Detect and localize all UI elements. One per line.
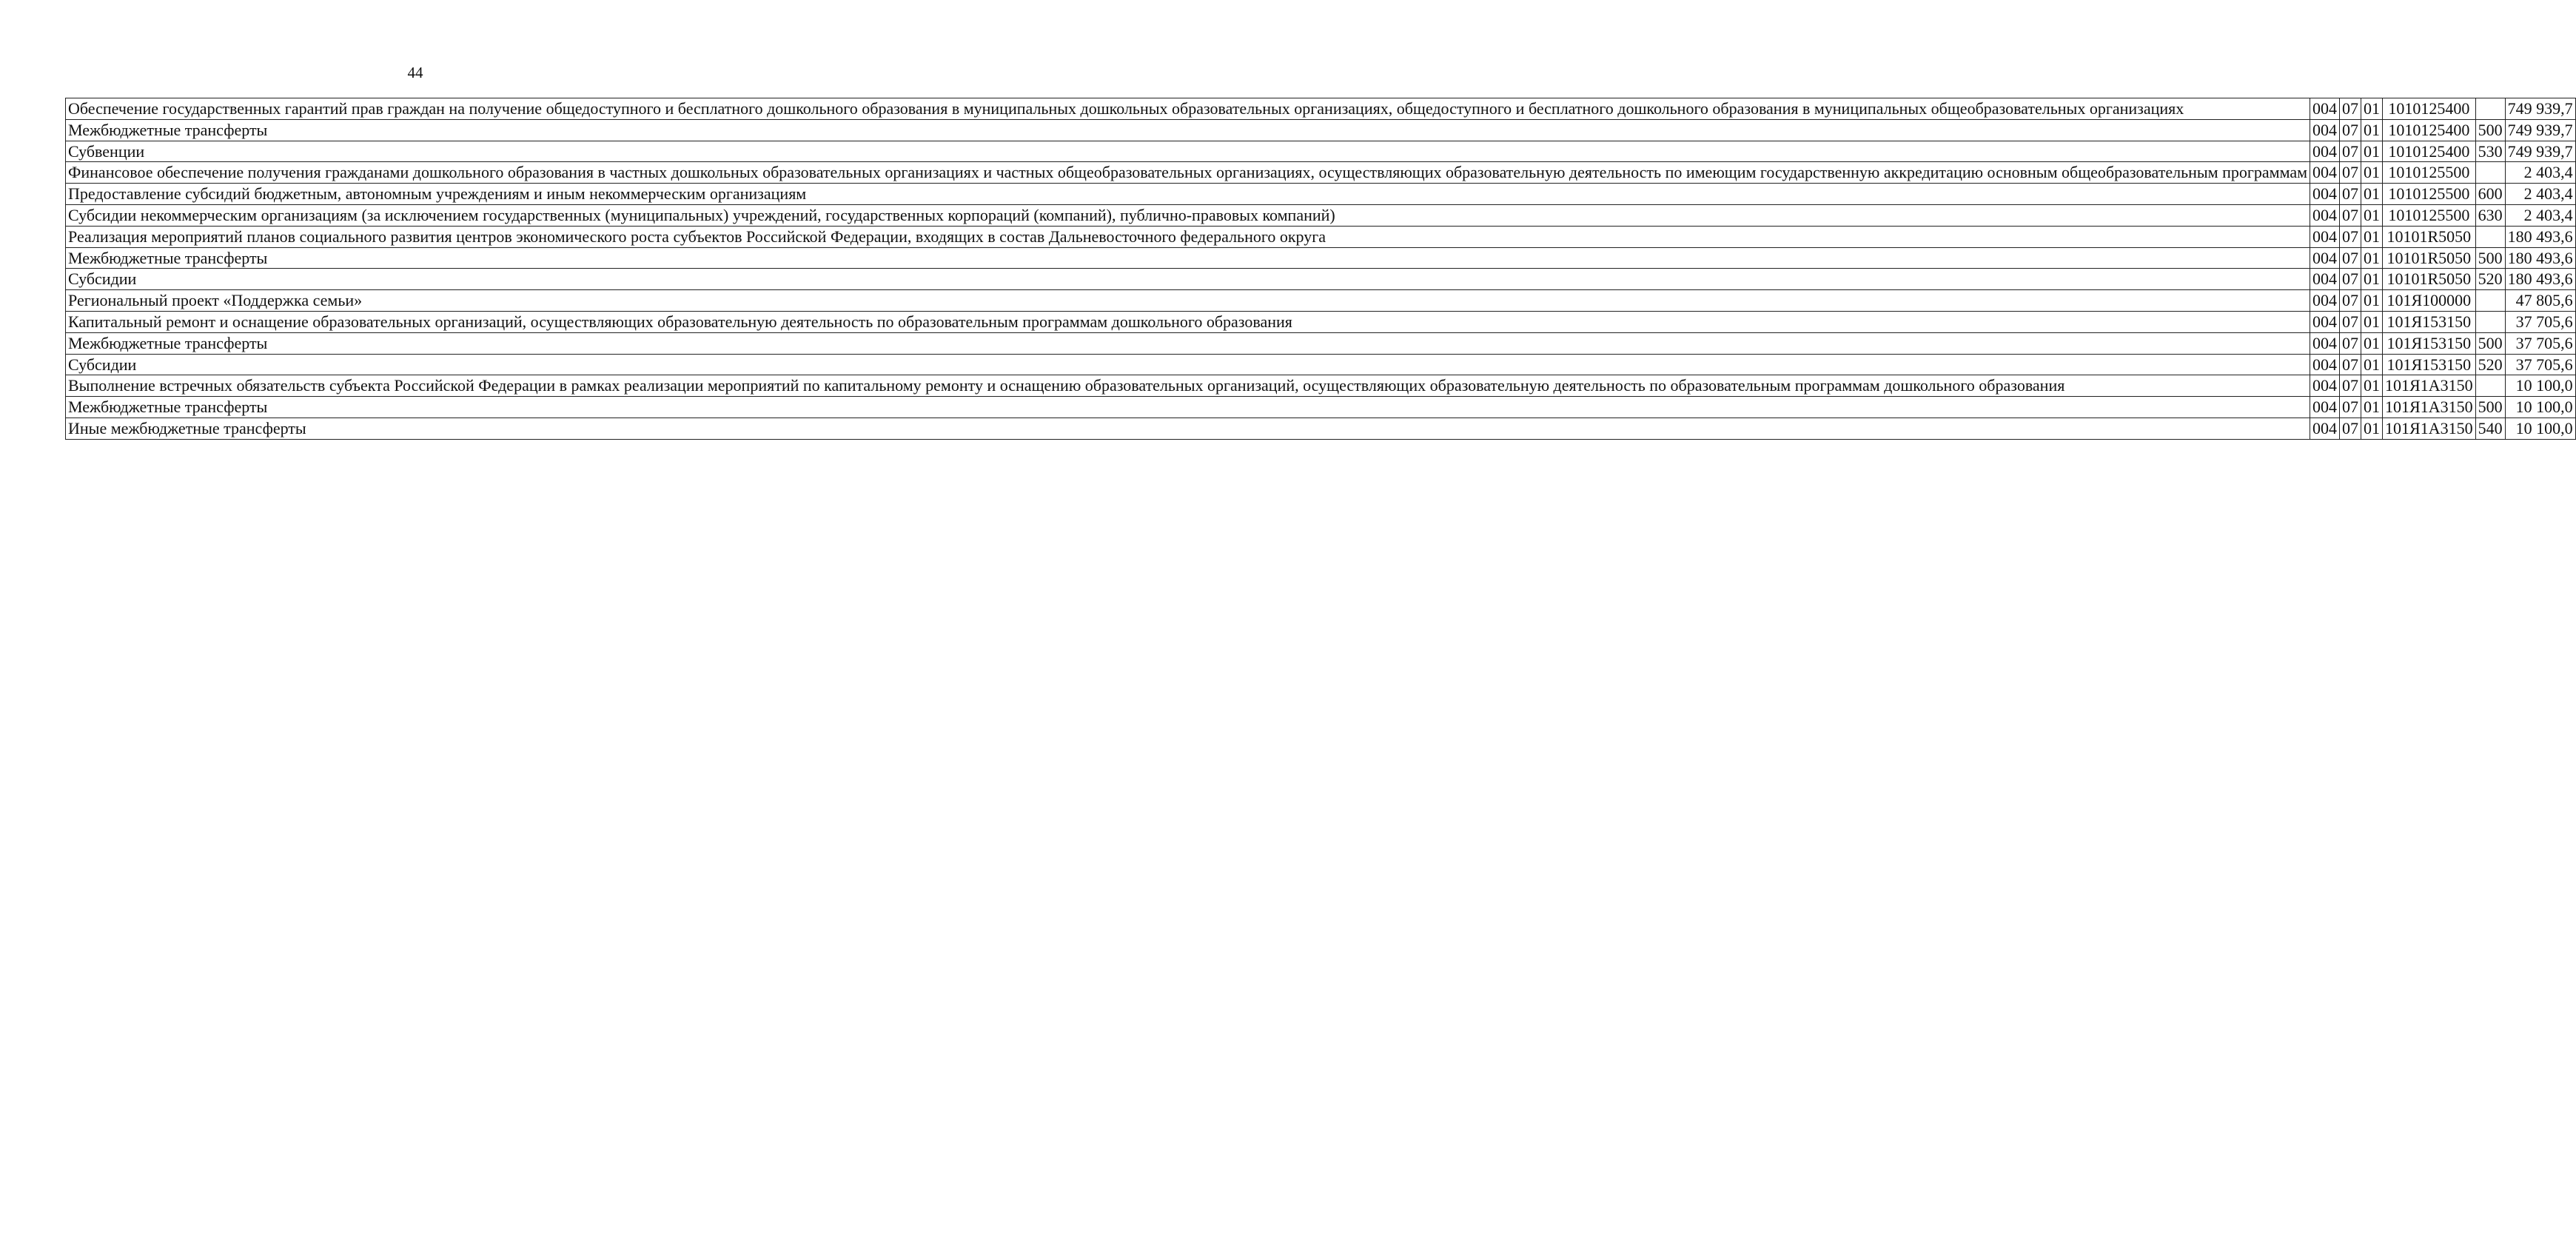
amount: 37 705,6 <box>2505 311 2575 332</box>
section-code: 07 <box>2340 290 2361 312</box>
subsection-code: 01 <box>2361 162 2383 184</box>
section-code: 07 <box>2340 141 2361 162</box>
table-row <box>66 247 2576 269</box>
ministry-code: 004 <box>2310 375 2340 397</box>
expense-type: 530 <box>2475 141 2505 162</box>
amount: 749 939,7 <box>2505 98 2575 120</box>
target-code: 1010125500 <box>2383 162 2476 184</box>
ministry-code: 004 <box>2310 247 2340 269</box>
row-name: Межбюджетные трансферты <box>66 397 2310 418</box>
row-name: Выполнение встречных обязательств субъекта Российской Федерации в рамках реализации мероприятий по капитальному ремонту и оснащению образовательных организаций, осуществляющих образовательную деятельность по образовательным программам дошкольного образования <box>66 375 2310 397</box>
table-row <box>66 397 2576 418</box>
row-name: Реализация мероприятий планов социального развития центров экономического роста субъектов Российской Федерации, входящих в состав Дальневосточного федерального округа <box>66 226 2310 247</box>
amount: 2 403,4 <box>2505 204 2575 226</box>
table-row <box>66 119 2576 141</box>
section-code: 07 <box>2340 247 2361 269</box>
target-code: 1010125500 <box>2383 204 2476 226</box>
section-code: 07 <box>2340 397 2361 418</box>
ministry-code: 004 <box>2310 418 2340 439</box>
amount: 37 705,6 <box>2505 332 2575 354</box>
expense-type <box>2475 162 2505 184</box>
ministry-code: 004 <box>2310 98 2340 120</box>
row-name: Капитальный ремонт и оснащение образовательных организаций, осуществляющих образовательную деятельность по образовательным программам дошкольного образования <box>66 311 2310 332</box>
section-code: 07 <box>2340 204 2361 226</box>
target-code: 1010125400 <box>2383 141 2476 162</box>
amount: 749 939,7 <box>2505 119 2575 141</box>
expense-type: 520 <box>2475 354 2505 375</box>
expense-type: 500 <box>2475 119 2505 141</box>
table-row <box>66 184 2576 205</box>
table-row <box>66 204 2576 226</box>
ministry-code: 004 <box>2310 226 2340 247</box>
expense-type: 500 <box>2475 247 2505 269</box>
row-name: Межбюджетные трансферты <box>66 119 2310 141</box>
amount: 180 493,6 <box>2505 269 2575 290</box>
section-code: 07 <box>2340 119 2361 141</box>
subsection-code: 01 <box>2361 119 2383 141</box>
ministry-code: 004 <box>2310 354 2340 375</box>
table-row <box>66 354 2576 375</box>
target-code: 1010125400 <box>2383 98 2476 120</box>
budget-table <box>65 98 2576 440</box>
ministry-code: 004 <box>2310 204 2340 226</box>
row-name: Обеспечение государственных гарантий прав граждан на получение общедоступного и бесплатного дошкольного образования в муниципальных дошкольных образовательных организациях, общедоступного и бесплатного дошкольного образования в муниципальных общеобразовательных организациях <box>66 98 2310 120</box>
subsection-code: 01 <box>2361 332 2383 354</box>
expense-type: 630 <box>2475 204 2505 226</box>
subsection-code: 01 <box>2361 397 2383 418</box>
amount: 10 100,0 <box>2505 375 2575 397</box>
ministry-code: 004 <box>2310 162 2340 184</box>
subsection-code: 01 <box>2361 226 2383 247</box>
expense-type: 520 <box>2475 269 2505 290</box>
expense-type: 540 <box>2475 418 2505 439</box>
ministry-code: 004 <box>2310 311 2340 332</box>
expense-type <box>2475 226 2505 247</box>
ministry-code: 004 <box>2310 184 2340 205</box>
row-name: Межбюджетные трансферты <box>66 332 2310 354</box>
target-code: 101Я1А3150 <box>2383 397 2476 418</box>
row-name: Субсидии некоммерческим организациям (за исключением государственных (муниципальных) учреждений, государственных корпораций (компаний), публично-правовых компаний) <box>66 204 2310 226</box>
section-code: 07 <box>2340 269 2361 290</box>
expense-type <box>2475 375 2505 397</box>
amount: 180 493,6 <box>2505 247 2575 269</box>
amount: 37 705,6 <box>2505 354 2575 375</box>
amount: 180 493,6 <box>2505 226 2575 247</box>
subsection-code: 01 <box>2361 98 2383 120</box>
subsection-code: 01 <box>2361 311 2383 332</box>
ministry-code: 004 <box>2310 397 2340 418</box>
target-code: 1010125400 <box>2383 119 2476 141</box>
table-row <box>66 418 2576 439</box>
target-code: 101Я1А3150 <box>2383 375 2476 397</box>
subsection-code: 01 <box>2361 375 2383 397</box>
subsection-code: 01 <box>2361 204 2383 226</box>
table-body <box>66 98 2576 440</box>
table-row <box>66 162 2576 184</box>
target-code: 101Я153150 <box>2383 354 2476 375</box>
amount: 2 403,4 <box>2505 184 2575 205</box>
table-row <box>66 269 2576 290</box>
target-code: 10101R5050 <box>2383 247 2476 269</box>
row-name: Региональный проект «Поддержка семьи» <box>66 290 2310 312</box>
table-row <box>66 141 2576 162</box>
section-code: 07 <box>2340 226 2361 247</box>
table-row <box>66 311 2576 332</box>
row-name: Субсидии <box>66 354 2310 375</box>
section-code: 07 <box>2340 332 2361 354</box>
row-name: Межбюджетные трансферты <box>66 247 2310 269</box>
expense-type: 500 <box>2475 397 2505 418</box>
subsection-code: 01 <box>2361 247 2383 269</box>
page-number: 44 <box>407 64 423 81</box>
table-row <box>66 375 2576 397</box>
target-code: 1010125500 <box>2383 184 2476 205</box>
section-code: 07 <box>2340 98 2361 120</box>
ministry-code: 004 <box>2310 290 2340 312</box>
subsection-code: 01 <box>2361 418 2383 439</box>
expense-type: 500 <box>2475 332 2505 354</box>
table-row <box>66 290 2576 312</box>
target-code: 10101R5050 <box>2383 226 2476 247</box>
table-row <box>66 332 2576 354</box>
section-code: 07 <box>2340 375 2361 397</box>
amount: 2 403,4 <box>2505 162 2575 184</box>
subsection-code: 01 <box>2361 269 2383 290</box>
ministry-code: 004 <box>2310 119 2340 141</box>
expense-type <box>2475 290 2505 312</box>
row-name: Иные межбюджетные трансферты <box>66 418 2310 439</box>
table-row <box>66 98 2576 120</box>
target-code: 101Я100000 <box>2383 290 2476 312</box>
table-row <box>66 226 2576 247</box>
expense-type: 600 <box>2475 184 2505 205</box>
section-code: 07 <box>2340 354 2361 375</box>
row-name: Финансовое обеспечение получения гражданами дошкольного образования в частных дошкольных образовательных организациях и частных общеобразовательных организациях, осуществляющих образовательную деятельность по имеющим государственную аккредитацию основным общеобразовательным программам <box>66 162 2310 184</box>
ministry-code: 004 <box>2310 269 2340 290</box>
amount: 749 939,7 <box>2505 141 2575 162</box>
row-name: Субвенции <box>66 141 2310 162</box>
ministry-code: 004 <box>2310 141 2340 162</box>
section-code: 07 <box>2340 184 2361 205</box>
target-code: 10101R5050 <box>2383 269 2476 290</box>
subsection-code: 01 <box>2361 290 2383 312</box>
amount: 10 100,0 <box>2505 397 2575 418</box>
row-name: Предоставление субсидий бюджетным, автономным учреждениям и иным некоммерческим организациям <box>66 184 2310 205</box>
row-name: Субсидии <box>66 269 2310 290</box>
target-code: 101Я1А3150 <box>2383 418 2476 439</box>
amount: 47 805,6 <box>2505 290 2575 312</box>
subsection-code: 01 <box>2361 141 2383 162</box>
target-code: 101Я153150 <box>2383 311 2476 332</box>
section-code: 07 <box>2340 162 2361 184</box>
subsection-code: 01 <box>2361 354 2383 375</box>
amount: 10 100,0 <box>2505 418 2575 439</box>
section-code: 07 <box>2340 418 2361 439</box>
target-code: 101Я153150 <box>2383 332 2476 354</box>
expense-type <box>2475 311 2505 332</box>
expense-type <box>2475 98 2505 120</box>
subsection-code: 01 <box>2361 184 2383 205</box>
section-code: 07 <box>2340 311 2361 332</box>
ministry-code: 004 <box>2310 332 2340 354</box>
